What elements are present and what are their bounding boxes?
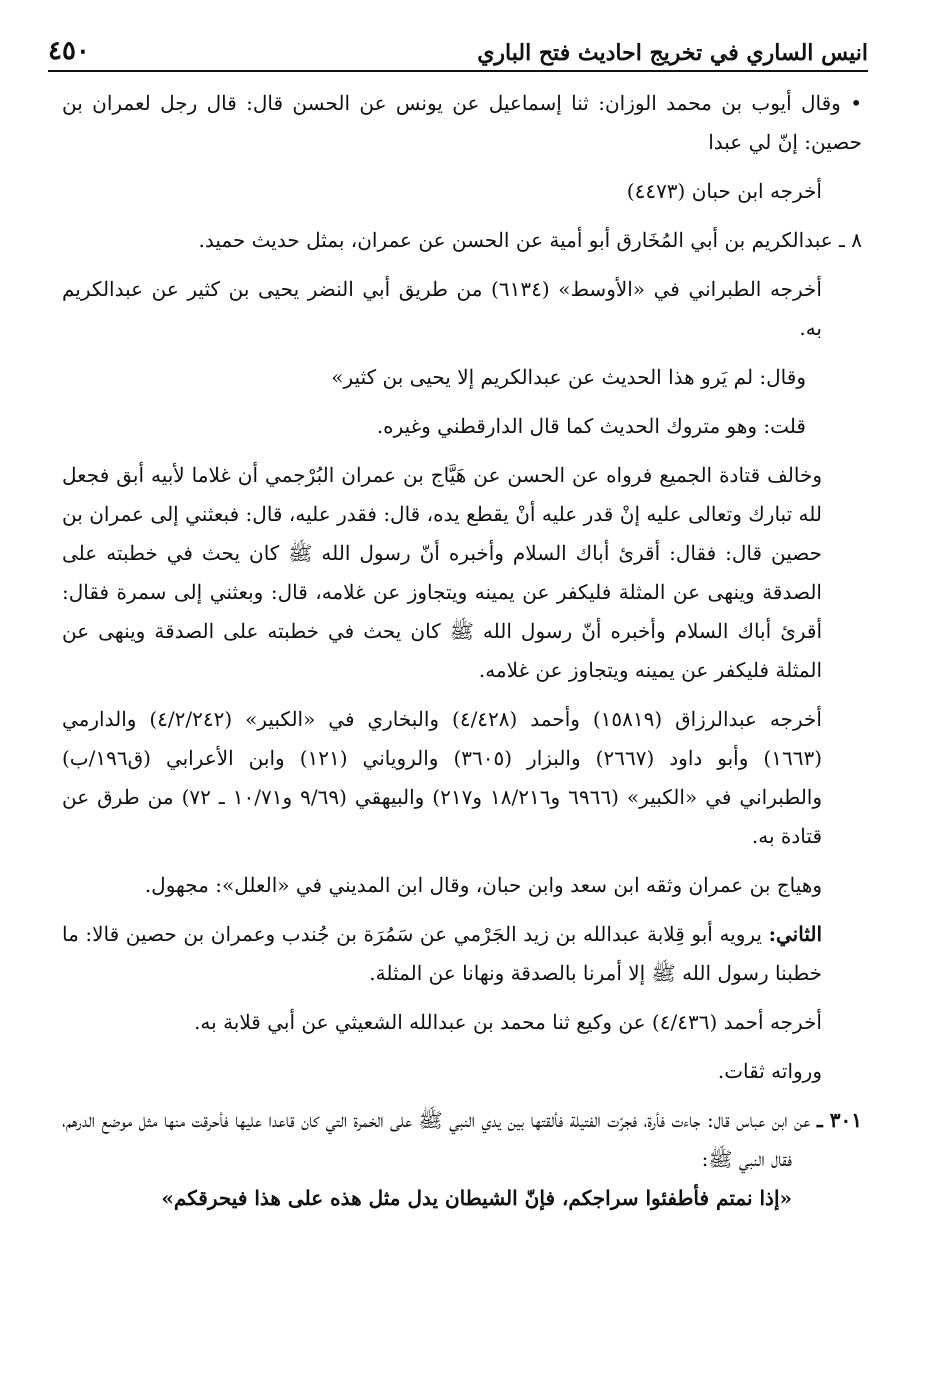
paragraph-takhrij-abdurrazzaq: أخرجه عبدالرزاق (١٥٨١٩) وأحمد (٤/٤٢٨) والبخاري في «الكبير» (٤/٢/٢٤٢) والدارمي (١٦٦٣) وأبو داود (٢٦٦٧) والبزار (٣٦٠٥) والروياني (١٢١) وابن الأعرابي (ق١٩٦/ب) والطبراني في «الكبير» (٦٩٦٦ و١٨/٢١٦ و٢١٧) والبيهقي (٩/٦٩ و١٠/٧١ ـ ٧٢) من طرق عن قتادة به.: [62, 707, 823, 848]
hadith-301: [62, 1101, 862, 1218]
paragraph-tabarani-awsat: أخرجه الطبراني في «الأوسط» (٦١٣٤) من طريق أبي النضر يحيى بن كثير عن عبدالكريم به.: [62, 277, 822, 340]
paragraph-thiqat: ورواته ثقات.: [717, 1059, 822, 1083]
hadith-number: ٣٠١ ـ: [816, 1108, 863, 1132]
paragraph-second: [62, 915, 862, 993]
paragraph-qal: وقال: لم يَرو هذا الحديث عن عبدالكريم إلا يحيى بن كثير»: [331, 365, 806, 389]
paragraph-qatada: وخالف قتادة الجميع فرواه عن الحسن عن هَيَّاج بن عمران البُرْجمي أن غلاما لأبيه أبق فجعل لله تبارك وتعالى عليه إنْ قدر عليه أنْ يقطع يده، قال: فقدر عليه، قال: فبعثني إلى عمران بن حصين قال: فقال: أقرئ أباك السلام وأخبره أنّ رسول الله ﷺ كان يحث في خطبته على الصدقة وينهى عن المثلة فليكفر عن يمينه ويتجاوز عن غلامه، قال: وبعثني إلى سمرة فقال: أقرئ أباك السلام وأخبره أنّ رسول الله ﷺ كان يحث في خطبته على الصدقة وينهى عن المثلة فليكفر عن يمينه ويتجاوز عن غلامه.: [62, 463, 822, 682]
hadith-text: عن ابن عباس قال: جاءت فأرة، فجرّت الفتيلة فألقتها بين يدي النبي ﷺ على الخمرة التي كان قاعدا عليها فأحرقت منها مثل موضع الدرهم، فقال النبي ﷺ:: [62, 1108, 811, 1171]
paragraph-ahmad: أخرجه أحمد (٤/٤٣٦) عن وكيع ثنا محمد بن عبدالله الشعيثي عن أبي قلابة به.: [194, 1010, 822, 1034]
paragraph-ibn-hibban: أخرجه ابن حبان (٤٤٧٣): [626, 179, 822, 203]
paragraph-ayyub: • وقال أيوب بن محمد الوزان: ثنا إسماعيل عن يونس عن الحسن قال: قال رجل لعمران بن حصين: إنّ لي عبدا: [62, 91, 862, 154]
paragraph-item-8: ٨ ـ عبدالكريم بن أبي المُخَارق أبو أمية عن الحسن عن عمران، بمثل حديث حميد.: [198, 228, 862, 252]
second-label: الثاني:: [768, 922, 823, 946]
second-text: يرويه أبو قِلابة عبدالله بن زيد الجَرْمي عن سَمُرَة بن جُندب وعمران بن حصين قالا: ما خطبنا رسول الله ﷺ إلا أمرنا بالصدقة ونهانا عن المثلة.: [62, 922, 822, 985]
paragraph-qultu: قلت: وهو متروك الحديث كما قال الدارقطني وغيره.: [376, 414, 806, 438]
page-header: [48, 30, 868, 72]
page-number: ٤٥٠: [48, 36, 90, 66]
hadith-quote: «إذا نمتم فأطفئوا سراجكم، فإنّ الشيطان يدل مثل هذه على هذا فيحرقكم»: [161, 1186, 792, 1210]
paragraph-hayyaj: وهياج بن عمران وثقه ابن سعد وابن حبان، وقال ابن المديني في «العلل»: مجهول.: [144, 873, 822, 897]
page-body: [62, 84, 862, 1218]
running-title: انيس الساري في تخريج احاديث فتح الباري: [477, 40, 868, 66]
